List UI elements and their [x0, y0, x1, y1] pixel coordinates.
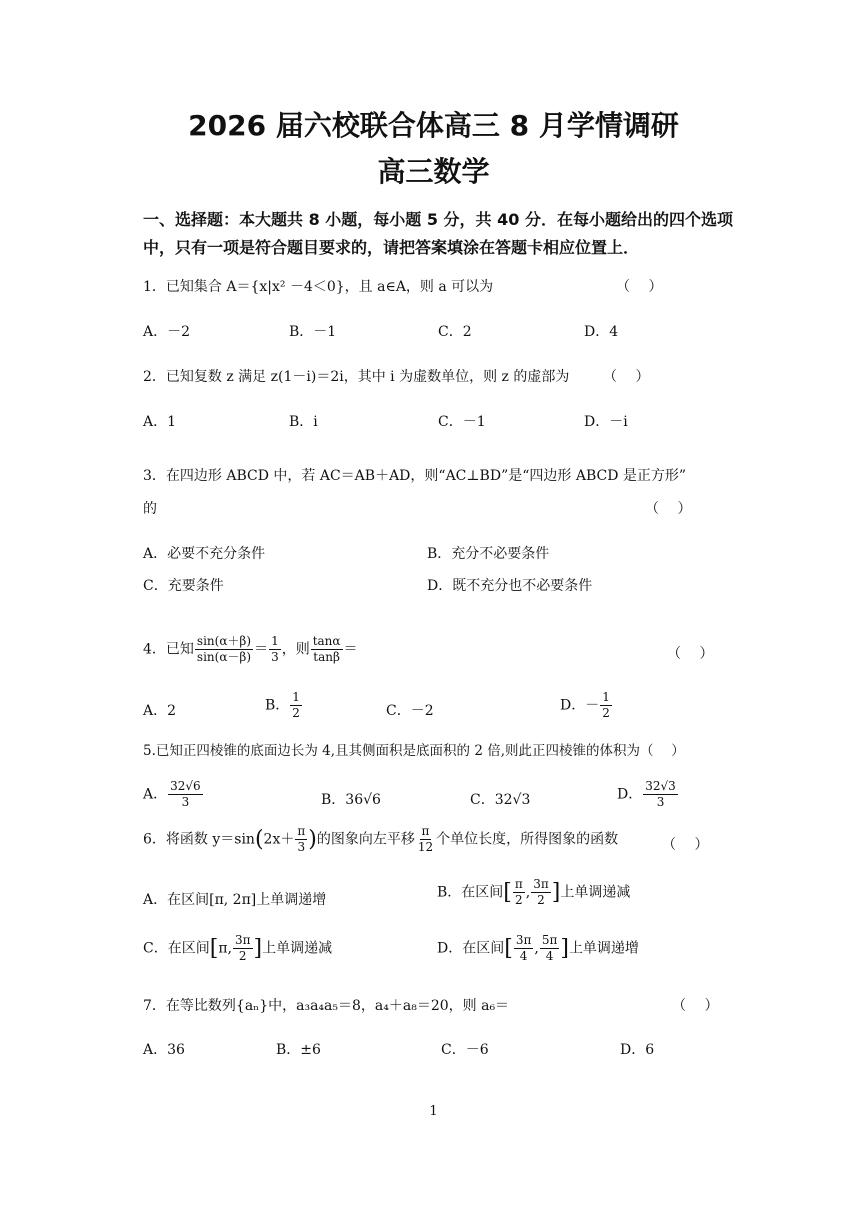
section-heading: 一、选择题：本大题共 8 小题，每小题 5 分，共 40 分．在每小题给出的四个选项中，只有一项是符合题目要求的，请把答案填涂在答题卡相应位置上．	[143, 210, 733, 257]
frac-num: tanα	[312, 634, 341, 648]
q6-option-b: B．在区间[ $\frac{\pi}{2}$ , $\frac{3\pi}{2}$ ]上单调递减	[437, 877, 631, 907]
question-5-stem: 5.已知正四棱锥的底面边长为 4,且其侧面积是底面积的 2 倍,则此正四棱锥的体积为（ ）	[143, 743, 685, 759]
q3-option-b: B．充分不必要条件	[427, 546, 550, 562]
frac-num: 32√3	[645, 779, 676, 793]
opt-label: B．在区间	[437, 884, 504, 901]
frac-den: 12	[417, 840, 434, 854]
frac-num: 1	[271, 634, 279, 648]
frac-den: tanβ	[313, 650, 340, 664]
opt-label: B．	[265, 697, 290, 714]
answer-paren: （ ）	[662, 837, 709, 853]
answer-paren: （ ）	[667, 646, 714, 662]
q1-option-c: C．2	[438, 324, 472, 340]
q5-option-b: B．36√6	[321, 792, 381, 808]
page-number: 1	[429, 1104, 438, 1119]
q3-option-d: D．既不充分也不必要条件	[427, 578, 593, 594]
frac-num: π	[421, 824, 430, 838]
answer-paren: （ ）	[603, 369, 650, 385]
frac-num: 3π	[515, 933, 532, 947]
q6-end: 个单位长度，所得图象的函数	[436, 831, 619, 848]
frac-den: 2	[537, 893, 545, 907]
frac-num: 3π	[533, 877, 549, 891]
answer-paren: （ ）	[645, 501, 692, 517]
fraction-tan-ratio	[311, 634, 343, 665]
q4-option-b	[265, 690, 303, 721]
frac-den: sin(α－β)	[196, 650, 252, 664]
answer-paren: （ ）	[616, 279, 663, 295]
q1-option-a: A．－2	[143, 324, 191, 340]
q6-inner: 2x＋	[263, 831, 295, 848]
q2-option-c: C．－1	[438, 414, 486, 430]
bracket-right: ]	[560, 936, 569, 961]
q7-option-b: B．±6	[276, 1042, 321, 1058]
fraction-half	[600, 690, 612, 721]
fraction-half	[290, 690, 302, 721]
q4-option-c: C．－2	[386, 703, 434, 719]
exam-title: 2026 届六校联合体高三 8 月学情调研	[188, 109, 679, 142]
fraction-3pi-over-2	[233, 933, 253, 964]
bracket-left: [	[503, 880, 512, 905]
q2-option-b: B．i	[289, 414, 318, 430]
question-2-stem: 2．已知复数 z 满足 z(1－i)＝2i，其中 i 为虚数单位，则 z 的虚部为	[143, 369, 570, 385]
q4-eq: ＝	[254, 641, 269, 658]
frac-den: 2	[515, 893, 523, 907]
fraction-32root6-over-3	[168, 779, 203, 810]
opt-label: A．	[143, 786, 168, 803]
bracket-left: [	[209, 936, 219, 961]
bracket-right: ]	[551, 880, 561, 905]
frac-den: 3	[181, 795, 190, 809]
q5-option-a	[143, 779, 204, 810]
frac-den: 2	[602, 706, 610, 720]
question-7-stem: 7．在等比数列{aₙ}中，a₃a₄a₅＝8，a₄＋a₈＝20，则 a₆＝	[143, 998, 510, 1014]
question-1-stem: 1．已知集合 A＝{x|x² －4＜0}，且 a∈A，则 a 可以为	[143, 279, 494, 295]
opt-label: D．	[617, 786, 643, 803]
frac-den: 2	[292, 706, 300, 720]
fraction-pi-over-3	[295, 824, 307, 855]
fraction-pi-over-2	[513, 877, 525, 908]
frac-den: 4	[519, 949, 528, 963]
q5-option-c: C．32√3	[470, 792, 531, 808]
fraction-3pi-over-2	[531, 877, 551, 908]
q4-end: ＝	[343, 641, 358, 658]
frac-num: 32√6	[170, 779, 201, 793]
frac-den: 3	[656, 795, 665, 809]
fraction-one-third	[269, 634, 281, 665]
fraction-3pi-over-4	[514, 933, 534, 964]
question-3-stem-cont: 的	[143, 501, 157, 517]
frac-num: 5π	[541, 933, 558, 947]
frac-den: 4	[545, 949, 554, 963]
paren-left: (	[254, 827, 264, 852]
question-4-stem	[143, 634, 358, 665]
frac-den: 3	[271, 650, 279, 664]
q3-option-c: C．充要条件	[143, 578, 224, 594]
q6-option-a: A．在区间[π, 2π]上单调递增	[143, 892, 327, 908]
q6-option-d: D．在区间[ $\frac{3\pi}{4}$ , $\frac{5\pi}{4}$ ]上单调递增	[437, 933, 639, 963]
q4-option-a: A．2	[143, 703, 177, 719]
question-6-stem	[143, 824, 618, 855]
q2-option-d: D．－i	[584, 414, 628, 430]
fraction-sin-ratio	[195, 634, 253, 665]
opt-label: D．在区间	[437, 940, 505, 957]
q3-option-a: A．必要不充分条件	[143, 546, 266, 562]
bracket-right: ]	[253, 936, 263, 961]
bracket-left: [	[504, 936, 513, 961]
q5-option-d	[617, 779, 679, 810]
frac-den: 2	[238, 949, 247, 963]
fraction-pi-over-12	[416, 824, 435, 855]
q6-option-c: C．在区间[π, $\frac{3\pi}{2}$ ]上单调递减	[143, 933, 333, 963]
frac-num: π	[297, 824, 306, 838]
exam-subtitle: 高三数学	[377, 155, 490, 188]
q4-prefix: 4．已知	[143, 641, 194, 658]
q7-option-d: D．6	[620, 1042, 655, 1058]
q1-option-d: D．4	[584, 324, 619, 340]
frac-num: 3π	[234, 933, 251, 947]
q4-mid: ，则	[281, 641, 310, 658]
fraction-5pi-over-4	[540, 933, 560, 964]
q6-mid: 的图象向左平移	[316, 831, 415, 848]
frac-num: 1	[602, 690, 610, 704]
q7-option-a: A．36	[143, 1042, 185, 1058]
answer-paren: （ ）	[672, 998, 719, 1014]
q7-option-c: C．－6	[441, 1042, 489, 1058]
question-3-stem: 3．在四边形 ABCD 中，若 AC＝AB＋AD，则“AC⊥BD”是“四边形 ABCD 是正方形”	[143, 468, 687, 484]
fraction-32root3-over-3	[643, 779, 678, 810]
opt-label: D．－	[560, 697, 600, 714]
opt-label: C．在区间	[143, 940, 210, 957]
paren-right: )	[308, 827, 317, 852]
frac-num: sin(α＋β)	[196, 634, 252, 648]
q4-option-d	[560, 690, 613, 721]
opt-tail: 上单调递增	[568, 940, 639, 957]
opt-tail: 上单调递减	[560, 884, 631, 901]
frac-num: 1	[292, 690, 300, 704]
q2-option-a: A．1	[143, 414, 177, 430]
frac-den: 3	[297, 840, 306, 854]
opt-tail: 上单调递减	[262, 940, 333, 957]
q1-option-b: B．－1	[289, 324, 337, 340]
q6-prefix: 6．将函数 y＝sin	[143, 831, 255, 848]
frac-num: π	[514, 877, 523, 891]
